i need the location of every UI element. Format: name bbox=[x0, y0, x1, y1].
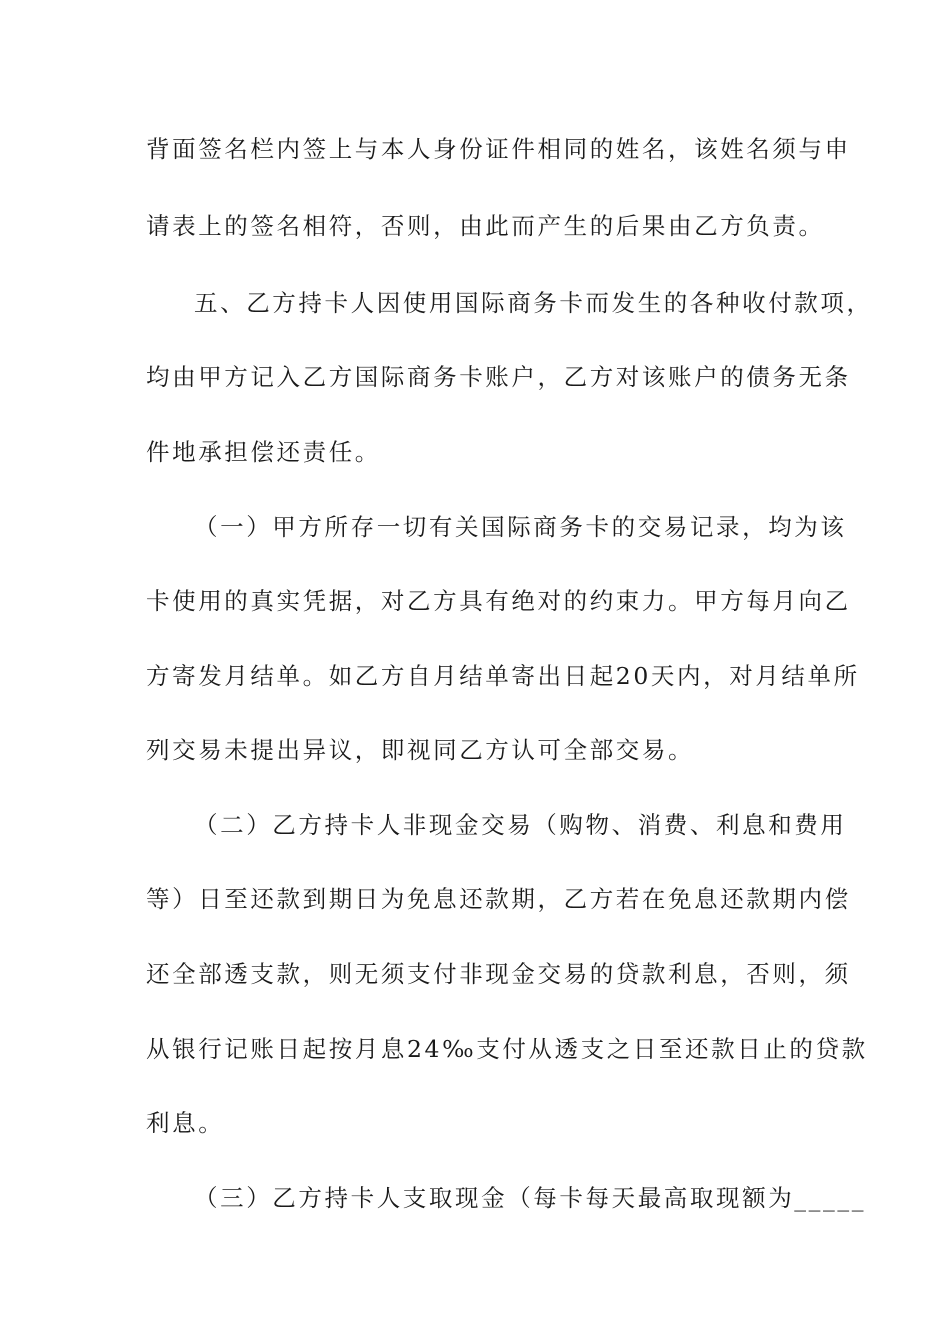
text-line: 卡使用的真实凭据，对乙方具有绝对的约束力。甲方每月向乙 bbox=[146, 587, 851, 615]
text-line: 均由甲方记入乙方国际商务卡账户，乙方对该账户的债务无条 bbox=[146, 363, 851, 391]
paragraph-start-line: （一）甲方所存一切有关国际商务卡的交易记录，均为该 bbox=[194, 513, 847, 541]
text-line: 利息。 bbox=[146, 1109, 225, 1137]
text-line: 件地承担偿还责任。 bbox=[146, 438, 381, 466]
text-line: 方寄发月结单。如乙方自月结单寄出日起20天内，对月结单所 bbox=[146, 662, 860, 690]
text-line: 列交易未提出异议，即视同乙方认可全部交易。 bbox=[146, 736, 695, 764]
text-line: 从银行记账日起按月息24‰支付从透支之日至还款日止的贷款 bbox=[146, 1035, 868, 1063]
text-line: 请表上的签名相符，否则，由此而产生的后果由乙方负责。 bbox=[146, 212, 825, 240]
paragraph-start-line: （三）乙方持卡人支取现金（每卡每天最高取现额为_____ bbox=[194, 1184, 867, 1212]
paragraph-start-line: （二）乙方持卡人非现金交易（购物、消费、利息和费用 bbox=[194, 811, 847, 839]
text-line: 等）日至还款到期日为免息还款期，乙方若在免息还款期内偿 bbox=[146, 885, 851, 913]
text-line: 背面签名栏内签上与本人身份证件相同的姓名，该姓名须与申 bbox=[146, 135, 851, 163]
text-line: 还全部透支款，则无须支付非现金交易的贷款利息，否则，须 bbox=[146, 960, 851, 988]
paragraph-start-line: 五、乙方持卡人因使用国际商务卡而发生的各种收付款项， bbox=[194, 289, 873, 317]
